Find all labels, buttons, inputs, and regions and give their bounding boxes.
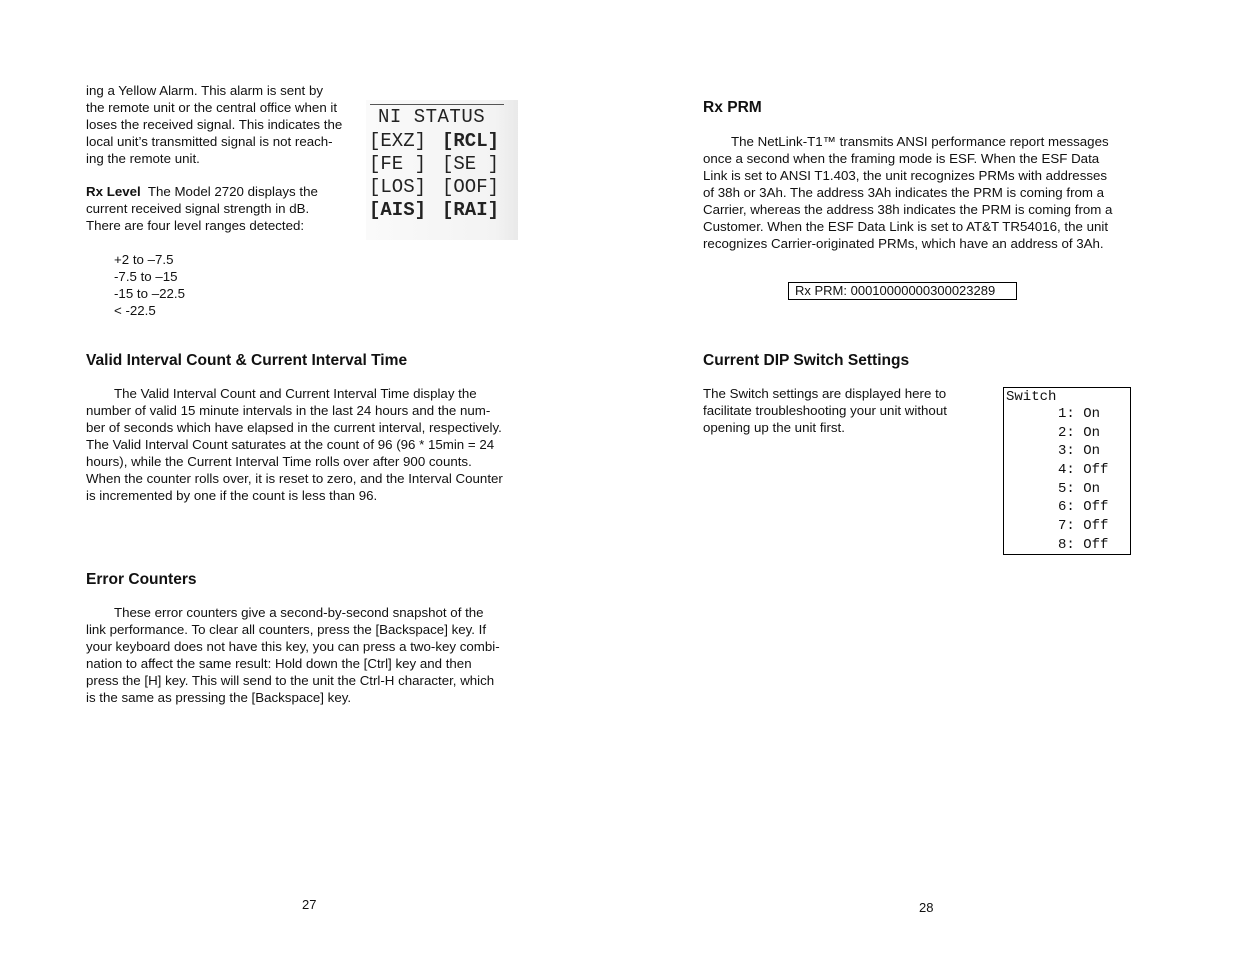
text-line: the remote unit or the central office when it — [86, 100, 338, 115]
range-item: < -22.5 — [114, 303, 156, 318]
valid-interval-paragraph — [86, 385, 536, 504]
switch-setting: 8: Off — [1058, 537, 1109, 553]
dip-switch-display — [1003, 387, 1131, 555]
text-line: once a second when the framing mode is ESF. When the ESF Data — [703, 151, 1100, 166]
ni-status-row — [369, 176, 515, 200]
rx-level-paragraph — [86, 183, 366, 234]
text-line: your keyboard does not have this key, you can press a two-key combi- — [86, 639, 500, 654]
text-line: press the [H] key. This will send to the unit the Ctrl-H character, which — [86, 673, 495, 688]
rx-level-label: Rx Level — [86, 184, 141, 199]
text-line: The Valid Interval Count saturates at the count of 96 (96 * 15min = 24 — [86, 437, 495, 452]
text-line: ing the remote unit. — [86, 151, 200, 166]
text-line: opening up the unit first. — [703, 420, 845, 435]
text-line: nation to affect the same result: Hold down the [Ctrl] key and then — [86, 656, 472, 671]
section-heading-rx-prm: Rx PRM — [703, 99, 762, 116]
rx-level-ranges — [114, 251, 314, 319]
range-item: -15 to –22.5 — [114, 286, 185, 301]
text-line: Link is set to ANSI T1.403, the unit recognizes PRMs with addresses — [703, 168, 1108, 183]
range-item: -7.5 to –15 — [114, 269, 178, 284]
section-heading-valid-interval: Valid Interval Count & Current Interval Time — [86, 352, 408, 369]
text-line: of 38h or 3Ah. The address 3Ah indicates the PRM is coming from a — [703, 185, 1105, 200]
page-number-right: 28 — [919, 900, 934, 915]
switch-setting: 3: On — [1058, 443, 1101, 459]
rx-prm-display: Rx PRM: 00010000000300023289 — [788, 282, 1017, 300]
text-line: Customer. When the ESF Data Link is set to AT&T TR54016, the unit — [703, 219, 1109, 234]
text-line: The Switch settings are displayed here to — [703, 386, 947, 401]
text-line: These error counters give a second-by-second snapshot of the — [114, 605, 484, 620]
ni-status-title: NI STATUS — [378, 106, 486, 128]
text-line: loses the received signal. This indicates the — [86, 117, 343, 132]
ni-status-row — [369, 199, 515, 223]
text-line: link performance. To clear all counters, press the [Backspace] key. If — [86, 622, 487, 637]
page-number-left: 27 — [302, 897, 317, 912]
switch-setting: 2: On — [1058, 425, 1101, 441]
text-line: hours), while the Current Interval Time rolls over after 900 counts. — [86, 454, 472, 469]
switch-setting: 5: On — [1058, 481, 1101, 497]
ni-status-cell: [FE ] — [369, 153, 427, 175]
text-line: current received signal strength in dB. — [86, 201, 310, 216]
text-line: ber of seconds which have elapsed in the current interval, respectively. — [86, 420, 502, 435]
text-line: The NetLink-T1™ transmits ANSI performance report messages — [731, 134, 1109, 149]
ni-status-cell: [LOS] — [369, 176, 427, 198]
ni-status-cell: [RCL] — [442, 130, 500, 152]
ni-status-cell: [EXZ] — [369, 130, 427, 152]
switch-setting: 7: Off — [1058, 518, 1109, 534]
text-line: The Model 2720 displays the — [147, 184, 318, 199]
text-line: ing a Yellow Alarm. This alarm is sent by — [86, 83, 323, 98]
text-line: is incremented by one if the count is less than 96. — [86, 488, 378, 503]
text-line: Carrier, whereas the address 38h indicates the PRM is coming from a — [703, 202, 1113, 217]
ni-status-cell: [SE ] — [442, 153, 500, 175]
text-line: local unit’s transmitted signal is not reach- — [86, 134, 333, 149]
range-item: +2 to –7.5 — [114, 252, 174, 267]
switch-box-title: Switch — [1006, 389, 1057, 405]
switch-setting: 6: Off — [1058, 499, 1109, 515]
section-heading-dip-switch: Current DIP Switch Settings — [703, 352, 910, 369]
section-heading-error-counters: Error Counters — [86, 571, 197, 588]
text-line: There are four level ranges detected: — [86, 218, 305, 233]
text-line: facilitate troubleshooting your unit without — [703, 403, 947, 418]
dip-switch-paragraph — [703, 385, 993, 436]
ni-status-cell: [RAI] — [442, 199, 500, 221]
ni-status-display — [366, 100, 518, 240]
error-counters-paragraph — [86, 604, 536, 706]
text-line: is the same as pressing the [Backspace] key. — [86, 690, 352, 705]
intro-paragraph — [86, 82, 366, 167]
text-line: The Valid Interval Count and Current Interval Time display the — [114, 386, 477, 401]
text-line: When the counter rolls over, it is reset to zero, and the Interval Counter — [86, 471, 503, 486]
text-line: recognizes Carrier-originated PRMs, which have an address of 3Ah. — [703, 236, 1104, 251]
ni-status-row — [369, 153, 515, 177]
ni-status-row — [369, 130, 515, 154]
ni-status-cell: [OOF] — [442, 176, 500, 198]
ni-status-cell: [AIS] — [369, 199, 427, 221]
text-line: number of valid 15 minute intervals in the last 24 hours and the num- — [86, 403, 491, 418]
switch-setting: 1: On — [1058, 406, 1101, 422]
rx-prm-paragraph — [703, 133, 1153, 252]
switch-setting: 4: Off — [1058, 462, 1109, 478]
ni-status-rule — [370, 104, 504, 105]
